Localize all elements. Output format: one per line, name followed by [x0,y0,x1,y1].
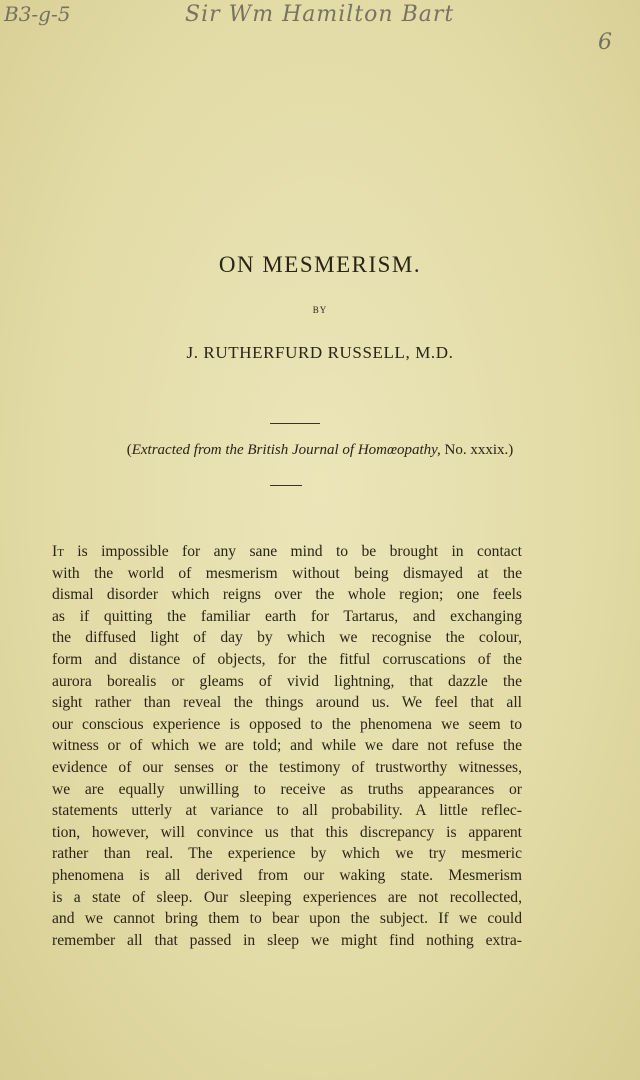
handwritten-page-number: 6 [598,30,612,55]
body-line: remember all that passed in sleep we might find nothing extra- [52,931,522,949]
body-line: with the world of mesmerism without being dismayed at the [52,564,522,582]
source-note-journal: Extracted from the British Journal of Homœopathy, [131,442,441,458]
body-line: and we cannot bring them to bear upon the subject. If we could [52,910,522,928]
body-line-text: is impossible for any sane mind to be brought in contact [63,543,522,560]
source-note-open-paren: ( [126,442,132,458]
body-line: as if quitting the familiar earth for Tartarus, and exchanging [52,607,522,625]
divider-rule [270,423,320,424]
body-line: is a state of sleep. Our sleeping experiences are not recollected, [52,888,522,906]
body-line: evidence of our senses or the testimony of trustworthy witnesses, [52,758,522,776]
body-line: sight rather than reveal the things around us. We feel that all [52,694,522,712]
body-line: witness or of which we are told; and while we dare not refuse the [52,737,522,755]
handwritten-inscription: Sir Wm Hamilton Bart [185,2,455,27]
body-line: form and distance of objects, for the fitful corruscations of the [52,650,522,668]
handwritten-shelfmark: B3-g-5 [4,2,71,26]
page-title: ON MESMERISM. [218,252,422,277]
body-line: the diffused light of day by which we recognise the colour, [52,629,522,647]
source-note-close-paren: ) [508,442,514,458]
body-line: aurora borealis or gleams of vivid lightning, that dazzle the [52,672,522,690]
body-first-word: It [52,543,64,560]
body-line: phenomena is all derived from our waking state. Mesmerism [52,866,522,884]
byline-label: BY [312,305,328,315]
divider-rule [270,485,302,486]
body-paragraph [52,541,522,951]
body-line: dismal disorder which reigns over the whole region; one feels [52,586,522,604]
author-name: J. RUTHERFURD RUSSELL, M.D. [186,343,454,362]
body-line: statements utterly at variance to all probability. A little reflec- [52,802,522,820]
body-line: tion, however, will convince us that this discrepancy is apparent [52,823,522,841]
source-note [0,442,640,459]
body-line: our conscious experience is opposed to the phenomena we seem to [52,715,522,733]
body-line: rather than real. The experience by which we try mesmeric [52,845,522,863]
body-line [52,541,522,563]
body-line: we are equally unwilling to receive as truths appearances or [52,780,522,798]
source-note-issue: No. xxxix. [440,442,509,458]
